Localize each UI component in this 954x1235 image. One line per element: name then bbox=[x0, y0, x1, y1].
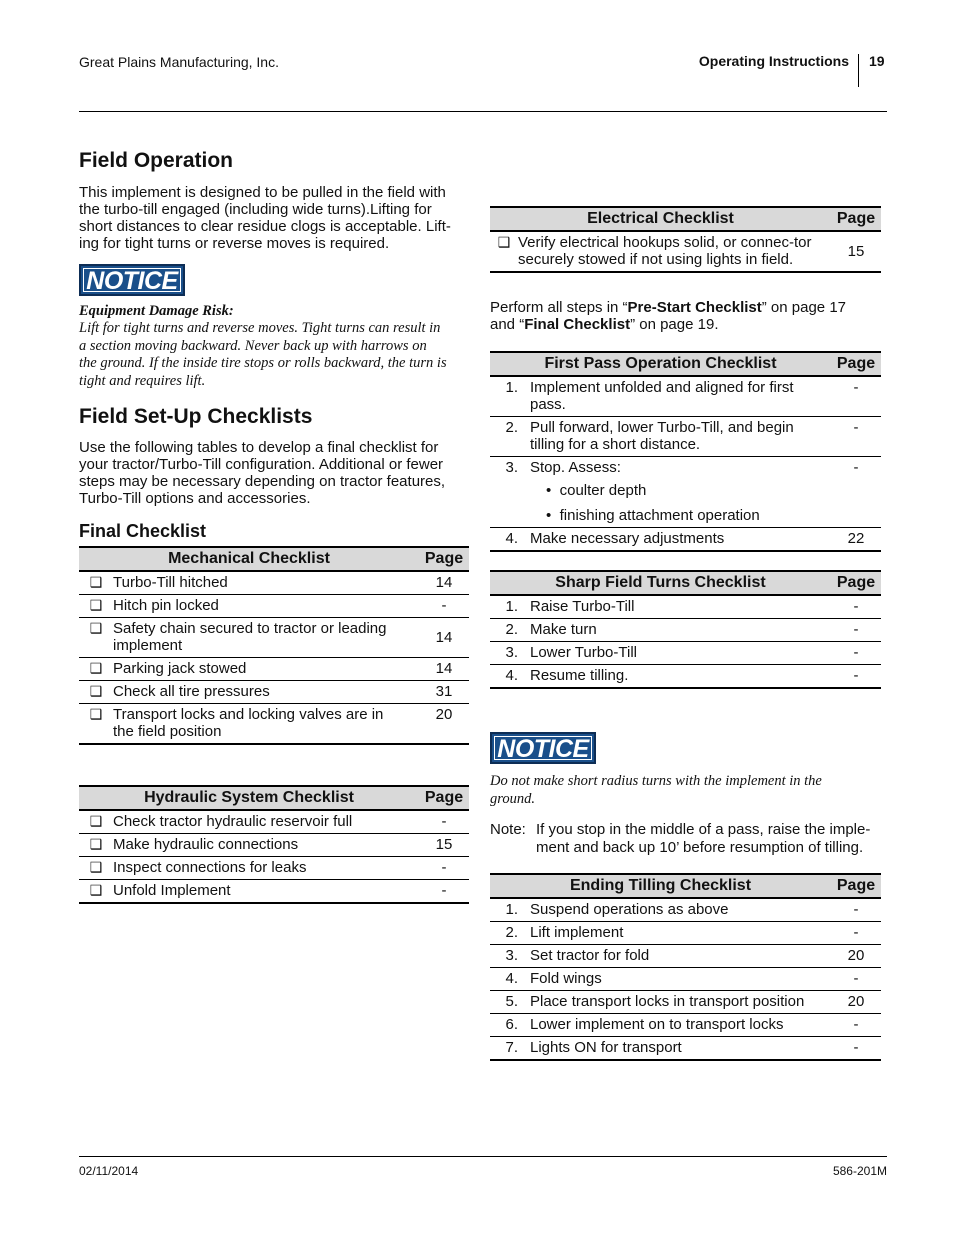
note-line-1: If you stop in the middle of a pass, raise the imple- bbox=[536, 821, 871, 838]
row-page: - bbox=[419, 857, 469, 880]
row-page: - bbox=[831, 922, 881, 945]
first-pass-checklist-table bbox=[490, 351, 881, 552]
table-row bbox=[490, 595, 881, 619]
first-pass-header: First Pass Operation Checklist bbox=[490, 352, 831, 376]
row-page: - bbox=[419, 595, 469, 618]
table-row bbox=[490, 417, 881, 457]
notice-text: Do not make short radius turns with the implement in the ground. bbox=[490, 773, 822, 807]
row-text: Make necessary adjustments bbox=[530, 528, 831, 552]
row-text: Suspend operations as above bbox=[530, 898, 831, 922]
table-row bbox=[79, 681, 469, 704]
notice-badge: NOTICE bbox=[79, 264, 185, 296]
row-page: 15 bbox=[831, 231, 881, 272]
row-text: Lower implement on to transport locks bbox=[530, 1014, 831, 1037]
checkbox-icon[interactable]: ❑ bbox=[79, 704, 113, 745]
table-row bbox=[79, 595, 469, 618]
footer-rule bbox=[79, 1156, 887, 1157]
table-row bbox=[79, 810, 469, 834]
assess-text: Stop. Assess: bbox=[530, 459, 621, 476]
row-page: 20 bbox=[419, 704, 469, 745]
setup-text: Use the following tables to develop a final checklist for your tractor/Turbo-Till configuration. Additional or fewer steps may be necessary depending on tractor features, Turbo-Till options and accessories. bbox=[79, 439, 446, 507]
row-text: Inspect connections for leaks bbox=[113, 857, 419, 880]
table-row bbox=[490, 642, 881, 665]
row-page: - bbox=[419, 880, 469, 904]
checkbox-icon[interactable]: ❑ bbox=[79, 571, 113, 595]
table-row bbox=[79, 618, 469, 658]
checkbox-icon[interactable]: ❑ bbox=[79, 880, 113, 904]
row-text bbox=[530, 457, 831, 528]
table-row bbox=[490, 991, 881, 1014]
checkbox-icon[interactable]: ❑ bbox=[79, 834, 113, 857]
notice-risk-title: Equipment Damage Risk: bbox=[79, 303, 234, 319]
row-page: 14 bbox=[419, 658, 469, 681]
mechanical-checklist-table bbox=[79, 546, 469, 745]
table-header bbox=[79, 547, 469, 571]
mechanical-header: Mechanical Checklist bbox=[79, 547, 419, 571]
row-number: 7. bbox=[490, 1037, 530, 1061]
row-page: 20 bbox=[831, 991, 881, 1014]
row-text: Make hydraulic connections bbox=[113, 834, 419, 857]
row-text: Lift implement bbox=[530, 922, 831, 945]
row-page: 14 bbox=[419, 571, 469, 595]
row-number: 1. bbox=[490, 595, 530, 619]
final-checklist-heading: Final Checklist bbox=[79, 521, 207, 541]
row-text: Lower Turbo-Till bbox=[530, 642, 831, 665]
row-text: Turbo-Till hitched bbox=[113, 571, 419, 595]
checkbox-icon[interactable]: ❑ bbox=[79, 681, 113, 704]
perform-text: Perform all steps in “Pre-Start Checklist” on page 17 and “Final Checklist” on page 19. bbox=[490, 299, 847, 333]
row-page: - bbox=[831, 417, 881, 457]
row-number: 5. bbox=[490, 991, 530, 1014]
checkbox-icon[interactable]: ❑ bbox=[490, 231, 518, 272]
table-row bbox=[490, 968, 881, 991]
table-row bbox=[490, 898, 881, 922]
table-row bbox=[490, 528, 881, 552]
row-text: Implement unfolded and aligned for first pass. bbox=[530, 376, 831, 417]
row-text: Transport locks and locking valves are in the field position bbox=[113, 704, 419, 745]
sharp-turns-header: Sharp Field Turns Checklist bbox=[490, 571, 831, 595]
row-number: 3. bbox=[490, 457, 530, 528]
table-row bbox=[490, 619, 881, 642]
checkbox-icon[interactable]: ❑ bbox=[79, 658, 113, 681]
page-header: Page bbox=[831, 874, 881, 898]
row-page: - bbox=[831, 619, 881, 642]
row-text: Hitch pin locked bbox=[113, 595, 419, 618]
row-number: 4. bbox=[490, 968, 530, 991]
row-page: - bbox=[831, 457, 881, 528]
row-page: - bbox=[831, 898, 881, 922]
ending-checklist-table bbox=[490, 873, 881, 1061]
company-name: Great Plains Manufacturing, Inc. bbox=[79, 54, 279, 70]
table-row bbox=[79, 704, 469, 745]
field-operation-text: This implement is designed to be pulled in the field with the turbo-till engaged (including wide turns).Lifting for short distances to clear residue clogs is acceptable. Lift- ing for tight turns or reverse moves is required. bbox=[79, 184, 451, 252]
row-text: Safety chain secured to tractor or leading implement bbox=[113, 618, 419, 658]
header-divider bbox=[858, 54, 859, 87]
row-text: Make turn bbox=[530, 619, 831, 642]
page-header: Page bbox=[831, 571, 881, 595]
row-text: Fold wings bbox=[530, 968, 831, 991]
row-page: - bbox=[831, 1014, 881, 1037]
table-row bbox=[490, 922, 881, 945]
table-row bbox=[79, 571, 469, 595]
table-header bbox=[490, 352, 881, 376]
note-line-2: ment and back up 10’ before resumption of tilling. bbox=[536, 839, 864, 856]
page-number: 19 bbox=[869, 53, 885, 69]
table-row bbox=[79, 880, 469, 904]
row-text: Verify electrical hookups solid, or connec-tor securely stowed if not using lights in field. bbox=[518, 231, 831, 272]
field-operation-heading: Field Operation bbox=[79, 149, 234, 172]
page-header: Page bbox=[831, 207, 881, 231]
row-text: Raise Turbo-Till bbox=[530, 595, 831, 619]
table-row bbox=[490, 945, 881, 968]
note bbox=[490, 821, 526, 839]
footer-doc-number: 586-201M bbox=[832, 1164, 887, 1178]
hydraulic-checklist-table bbox=[79, 785, 469, 904]
row-text: Check all tire pressures bbox=[113, 681, 419, 704]
row-text: Check tractor hydraulic reservoir full bbox=[113, 810, 419, 834]
row-text: Resume tilling. bbox=[530, 665, 831, 689]
row-number: 3. bbox=[490, 642, 530, 665]
page-header: Page bbox=[831, 352, 881, 376]
table-header bbox=[79, 786, 469, 810]
row-number: 4. bbox=[490, 528, 530, 552]
row-number: 1. bbox=[490, 376, 530, 417]
checkbox-icon[interactable]: ❑ bbox=[79, 595, 113, 618]
sharp-turns-checklist-table bbox=[490, 570, 881, 689]
table-row bbox=[490, 1037, 881, 1061]
table-row bbox=[79, 834, 469, 857]
row-number: 3. bbox=[490, 945, 530, 968]
row-number: 2. bbox=[490, 417, 530, 457]
table-row bbox=[79, 658, 469, 681]
row-text: Place transport locks in transport position bbox=[530, 991, 831, 1014]
row-page: - bbox=[831, 642, 881, 665]
bullet-item: • finishing attachment operation bbox=[546, 507, 760, 524]
row-page: 20 bbox=[831, 945, 881, 968]
row-text: Pull forward, lower Turbo-Till, and begin tilling for a short distance. bbox=[530, 417, 831, 457]
row-page: - bbox=[831, 665, 881, 689]
row-text: Unfold Implement bbox=[113, 880, 419, 904]
header-rule bbox=[79, 111, 887, 112]
checkbox-icon[interactable]: ❑ bbox=[79, 857, 113, 880]
table-row bbox=[490, 665, 881, 689]
checkbox-icon[interactable]: ❑ bbox=[79, 618, 113, 658]
row-page: - bbox=[831, 968, 881, 991]
row-text: Lights ON for transport bbox=[530, 1037, 831, 1061]
notice-badge: NOTICE bbox=[490, 732, 596, 764]
row-page: - bbox=[831, 1037, 881, 1061]
row-page: 15 bbox=[419, 834, 469, 857]
row-text: Set tractor for fold bbox=[530, 945, 831, 968]
row-number: 4. bbox=[490, 665, 530, 689]
row-number: 1. bbox=[490, 898, 530, 922]
page-header: Page bbox=[419, 786, 469, 810]
hydraulic-header: Hydraulic System Checklist bbox=[79, 786, 419, 810]
table-row bbox=[79, 857, 469, 880]
checkbox-icon[interactable]: ❑ bbox=[79, 810, 113, 834]
note-label: Note: bbox=[490, 821, 526, 838]
table-row bbox=[490, 231, 881, 272]
section-title: Operating Instructions bbox=[698, 53, 849, 69]
notice-text: Lift for tight turns and reverse moves. Tight turns can result in a section moving backward. Never back up with harrows on the ground. If the inside tire stops or rolls backward, the turn is tight and requires lift. bbox=[79, 320, 447, 389]
row-page: - bbox=[831, 376, 881, 417]
row-number: 6. bbox=[490, 1014, 530, 1037]
row-number: 2. bbox=[490, 922, 530, 945]
row-text: Parking jack stowed bbox=[113, 658, 419, 681]
row-number: 2. bbox=[490, 619, 530, 642]
table-header bbox=[490, 571, 881, 595]
row-page: - bbox=[419, 810, 469, 834]
footer-date: 02/11/2014 bbox=[79, 1164, 139, 1178]
ending-header: Ending Tilling Checklist bbox=[490, 874, 831, 898]
setup-heading: Field Set-Up Checklists bbox=[79, 405, 313, 428]
page-header: Page bbox=[419, 547, 469, 571]
bullet-item: • coulter depth bbox=[546, 482, 647, 499]
electrical-header: Electrical Checklist bbox=[490, 207, 831, 231]
row-page: 22 bbox=[831, 528, 881, 552]
row-page: 31 bbox=[419, 681, 469, 704]
table-header bbox=[490, 874, 881, 898]
row-page: - bbox=[831, 595, 881, 619]
table-row bbox=[490, 457, 881, 528]
electrical-checklist-table bbox=[490, 206, 881, 273]
row-page: 14 bbox=[419, 618, 469, 658]
table-row bbox=[490, 376, 881, 417]
table-header bbox=[490, 207, 881, 231]
table-row bbox=[490, 1014, 881, 1037]
